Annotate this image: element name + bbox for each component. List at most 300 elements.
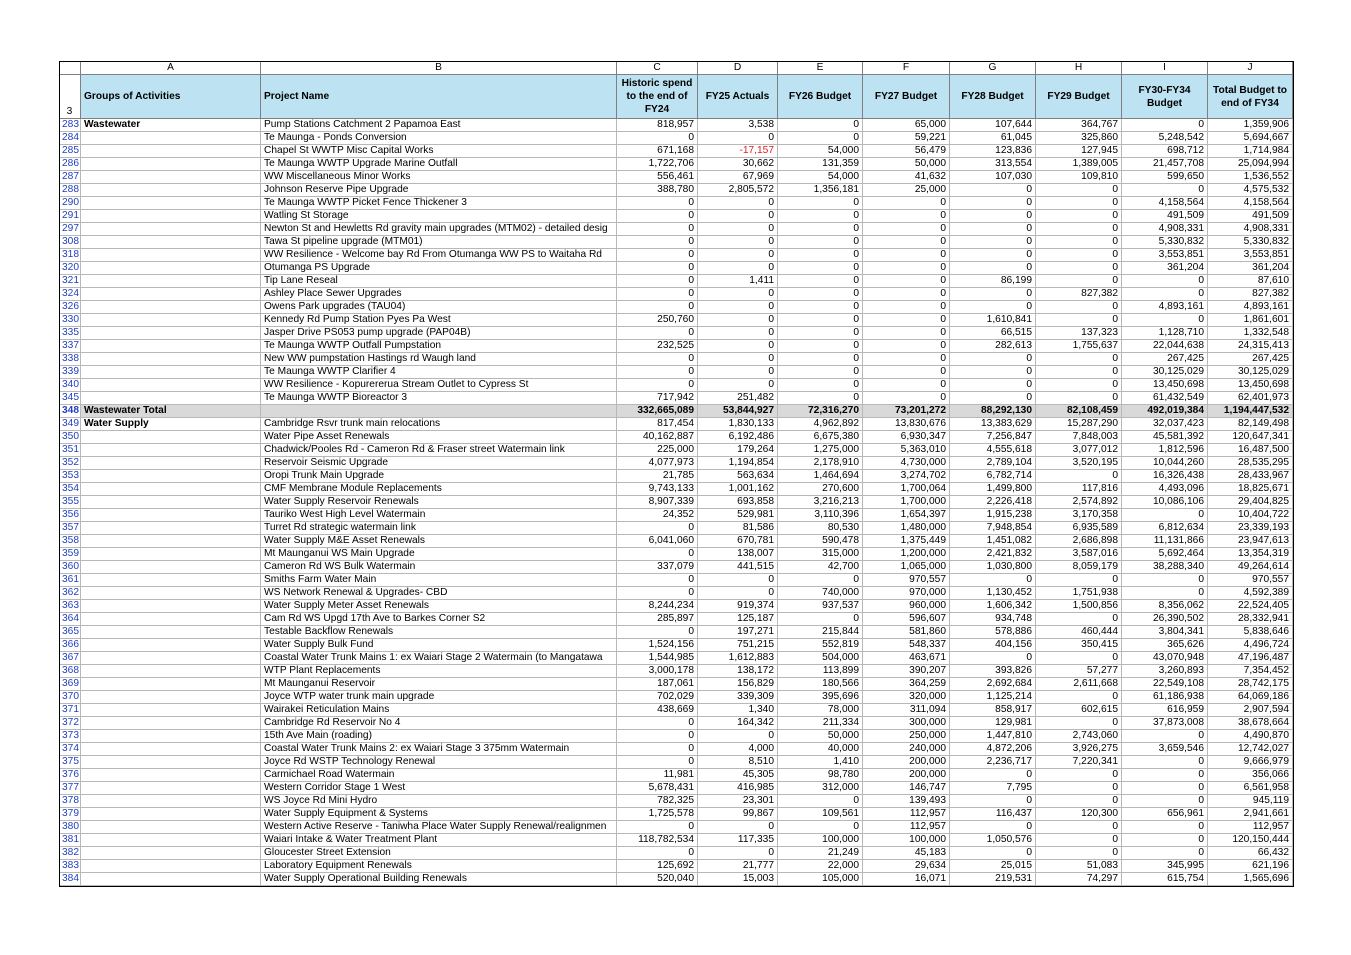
project-name-cell[interactable]: Cambridge Rd Reservoir No 4	[261, 717, 617, 730]
total-cell[interactable]: 7,354,452	[1208, 665, 1293, 678]
fy30-fy34-cell[interactable]: 361,204	[1122, 262, 1208, 275]
fy29-cell[interactable]: 51,083	[1036, 860, 1122, 873]
fy28-cell[interactable]: 393,826	[950, 665, 1036, 678]
historic-cell[interactable]: 0	[617, 821, 698, 834]
historic-cell[interactable]: 556,461	[617, 171, 698, 184]
fy30-fy34-cell[interactable]: 365,626	[1122, 639, 1208, 652]
total-cell[interactable]: 4,496,724	[1208, 639, 1293, 652]
historic-cell[interactable]: 1,524,156	[617, 639, 698, 652]
total-cell[interactable]: 28,332,941	[1208, 613, 1293, 626]
total-cell[interactable]: 66,432	[1208, 847, 1293, 860]
fy29-cell[interactable]: 109,810	[1036, 171, 1122, 184]
fy26-cell[interactable]: 0	[778, 197, 863, 210]
fy25-cell[interactable]: 99,867	[698, 808, 778, 821]
historic-cell[interactable]: 1,722,706	[617, 158, 698, 171]
fy29-cell[interactable]: 350,415	[1036, 639, 1122, 652]
fy27-cell[interactable]: 0	[863, 340, 950, 353]
fy27-cell[interactable]: 0	[863, 288, 950, 301]
fy27-cell[interactable]: 1,200,000	[863, 548, 950, 561]
historic-cell[interactable]: 0	[617, 197, 698, 210]
header-row-number[interactable]: 3	[60, 75, 81, 119]
column-letter-f[interactable]: F	[863, 62, 950, 75]
fy29-cell[interactable]: 0	[1036, 470, 1122, 483]
fy25-cell[interactable]: 0	[698, 249, 778, 262]
row-number[interactable]: 352	[60, 457, 81, 470]
header-fy30-fy34-budget[interactable]: FY30-FY34 Budget	[1122, 75, 1208, 119]
project-name-cell[interactable]: Gloucester Street Extension	[261, 847, 617, 860]
fy30-fy34-cell[interactable]: 6,812,634	[1122, 522, 1208, 535]
fy25-cell[interactable]: 0	[698, 262, 778, 275]
row-number[interactable]: 286	[60, 158, 81, 171]
historic-cell[interactable]: 285,897	[617, 613, 698, 626]
row-number[interactable]: 366	[60, 639, 81, 652]
total-cell[interactable]: 827,382	[1208, 288, 1293, 301]
historic-cell[interactable]: 0	[617, 210, 698, 223]
fy30-fy34-cell[interactable]: 4,908,331	[1122, 223, 1208, 236]
total-cell[interactable]: 38,678,664	[1208, 717, 1293, 730]
group-cell[interactable]	[81, 340, 261, 353]
total-cell[interactable]: 49,264,614	[1208, 561, 1293, 574]
project-name-cell[interactable]: Johnson Reserve Pipe Upgrade	[261, 184, 617, 197]
fy30-fy34-cell[interactable]: 1,812,596	[1122, 444, 1208, 457]
historic-cell[interactable]: 9,743,133	[617, 483, 698, 496]
fy27-cell[interactable]: 320,000	[863, 691, 950, 704]
fy25-cell[interactable]: 670,781	[698, 535, 778, 548]
fy25-cell[interactable]: 21,777	[698, 860, 778, 873]
total-cell[interactable]: 87,610	[1208, 275, 1293, 288]
project-name-cell[interactable]: Testable Backflow Renewals	[261, 626, 617, 639]
fy29-cell[interactable]: 74,297	[1036, 873, 1122, 886]
fy28-cell[interactable]: 0	[950, 379, 1036, 392]
fy26-cell[interactable]: 21,249	[778, 847, 863, 860]
fy26-cell[interactable]: 3,110,396	[778, 509, 863, 522]
fy28-cell[interactable]: 0	[950, 236, 1036, 249]
row-number[interactable]: 339	[60, 366, 81, 379]
fy25-cell[interactable]: 67,969	[698, 171, 778, 184]
fy28-cell[interactable]: 0	[950, 392, 1036, 405]
fy27-cell[interactable]: 59,221	[863, 132, 950, 145]
fy30-fy34-cell[interactable]: 8,356,062	[1122, 600, 1208, 613]
historic-cell[interactable]: 1,725,578	[617, 808, 698, 821]
fy27-cell[interactable]: 240,000	[863, 743, 950, 756]
fy26-cell[interactable]: 0	[778, 288, 863, 301]
fy25-cell[interactable]: 6,192,486	[698, 431, 778, 444]
fy27-cell[interactable]: 1,700,000	[863, 496, 950, 509]
fy26-cell[interactable]: 0	[778, 119, 863, 132]
fy28-cell[interactable]: 107,030	[950, 171, 1036, 184]
historic-cell[interactable]: 671,168	[617, 145, 698, 158]
fy30-fy34-cell[interactable]: 0	[1122, 821, 1208, 834]
group-cell[interactable]	[81, 262, 261, 275]
fy25-cell[interactable]: 416,985	[698, 782, 778, 795]
fy25-cell[interactable]: 0	[698, 314, 778, 327]
header-fy29-budget[interactable]: FY29 Budget	[1036, 75, 1122, 119]
fy30-fy34-cell[interactable]: 0	[1122, 834, 1208, 847]
fy27-cell[interactable]: 0	[863, 249, 950, 262]
historic-cell[interactable]: 11,981	[617, 769, 698, 782]
fy29-cell[interactable]: 3,926,275	[1036, 743, 1122, 756]
fy26-cell[interactable]: 937,537	[778, 600, 863, 613]
fy29-cell[interactable]: 0	[1036, 613, 1122, 626]
group-cell[interactable]	[81, 353, 261, 366]
fy29-cell[interactable]: 0	[1036, 275, 1122, 288]
fy28-cell[interactable]: 66,515	[950, 327, 1036, 340]
row-number[interactable]: 384	[60, 873, 81, 886]
fy29-cell[interactable]: 0	[1036, 210, 1122, 223]
fy26-cell[interactable]: 0	[778, 366, 863, 379]
fy27-cell[interactable]: 300,000	[863, 717, 950, 730]
fy26-cell[interactable]: 50,000	[778, 730, 863, 743]
fy29-cell[interactable]: 0	[1036, 821, 1122, 834]
row-number[interactable]: 288	[60, 184, 81, 197]
group-cell[interactable]	[81, 795, 261, 808]
fy29-cell[interactable]: 15,287,290	[1036, 418, 1122, 431]
fy29-cell[interactable]: 2,743,060	[1036, 730, 1122, 743]
total-cell[interactable]: 356,066	[1208, 769, 1293, 782]
fy26-cell[interactable]: 0	[778, 392, 863, 405]
project-name-cell[interactable]: Reservoir Seismic Upgrade	[261, 457, 617, 470]
project-name-cell[interactable]: Cam Rd WS Upgd 17th Ave to Barkes Corner S2	[261, 613, 617, 626]
fy28-cell[interactable]: 0	[950, 210, 1036, 223]
historic-cell[interactable]: 232,525	[617, 340, 698, 353]
fy28-cell[interactable]: 4,555,618	[950, 444, 1036, 457]
fy28-cell[interactable]: 116,437	[950, 808, 1036, 821]
fy28-cell[interactable]: 25,015	[950, 860, 1036, 873]
row-number[interactable]: 355	[60, 496, 81, 509]
fy29-cell[interactable]: 0	[1036, 769, 1122, 782]
fy29-cell[interactable]: 0	[1036, 197, 1122, 210]
row-number[interactable]: 324	[60, 288, 81, 301]
historic-cell[interactable]: 0	[617, 275, 698, 288]
row-number[interactable]: 297	[60, 223, 81, 236]
project-name-cell[interactable]: Te Maunga WWTP Picket Fence Thickener 3	[261, 197, 617, 210]
fy27-cell[interactable]: 1,480,000	[863, 522, 950, 535]
project-name-cell[interactable]: WW Resilience - Welcome bay Rd From Otumanga WW PS to Waitaha Rd	[261, 249, 617, 262]
row-number[interactable]: 369	[60, 678, 81, 691]
fy25-cell[interactable]: 0	[698, 353, 778, 366]
total-cell[interactable]: 13,354,319	[1208, 548, 1293, 561]
row-number[interactable]: 349	[60, 418, 81, 431]
fy29-cell[interactable]: 1,755,637	[1036, 340, 1122, 353]
fy28-cell[interactable]: 0	[950, 262, 1036, 275]
group-cell[interactable]	[81, 691, 261, 704]
fy27-cell[interactable]: 200,000	[863, 756, 950, 769]
fy28-cell[interactable]: 123,836	[950, 145, 1036, 158]
group-cell[interactable]	[81, 327, 261, 340]
total-cell[interactable]: 9,666,979	[1208, 756, 1293, 769]
fy25-cell[interactable]: 0	[698, 132, 778, 145]
fy30-fy34-cell[interactable]: 0	[1122, 184, 1208, 197]
fy29-cell[interactable]: 117,816	[1036, 483, 1122, 496]
project-name-cell[interactable]: Te Maunga WWTP Clarifier 4	[261, 366, 617, 379]
fy28-cell[interactable]: 313,554	[950, 158, 1036, 171]
fy26-cell[interactable]: 54,000	[778, 145, 863, 158]
historic-cell[interactable]: 0	[617, 366, 698, 379]
column-letter-h[interactable]: H	[1036, 62, 1122, 75]
fy27-cell[interactable]: 1,654,397	[863, 509, 950, 522]
fy28-cell[interactable]: 2,421,832	[950, 548, 1036, 561]
fy30-fy34-cell[interactable]: 43,070,948	[1122, 652, 1208, 665]
group-cell[interactable]	[81, 171, 261, 184]
fy26-cell[interactable]: 0	[778, 249, 863, 262]
fy29-cell[interactable]: 460,444	[1036, 626, 1122, 639]
row-number[interactable]: 367	[60, 652, 81, 665]
group-cell[interactable]	[81, 496, 261, 509]
fy29-cell[interactable]: 7,848,003	[1036, 431, 1122, 444]
project-name-cell[interactable]: Water Supply Meter Asset Renewals	[261, 600, 617, 613]
historic-cell[interactable]: 0	[617, 249, 698, 262]
total-cell[interactable]: 30,125,029	[1208, 366, 1293, 379]
fy27-cell[interactable]: 0	[863, 379, 950, 392]
historic-cell[interactable]: 24,352	[617, 509, 698, 522]
project-name-cell[interactable]: Oropi Trunk Main Upgrade	[261, 470, 617, 483]
historic-cell[interactable]: 0	[617, 288, 698, 301]
fy29-cell[interactable]: 0	[1036, 353, 1122, 366]
historic-cell[interactable]: 0	[617, 353, 698, 366]
row-number[interactable]: 340	[60, 379, 81, 392]
project-name-cell[interactable]: Owens Park upgrades (TAU04)	[261, 301, 617, 314]
fy29-cell[interactable]: 8,059,179	[1036, 561, 1122, 574]
fy26-cell[interactable]: 22,000	[778, 860, 863, 873]
group-cell[interactable]	[81, 392, 261, 405]
fy27-cell[interactable]: 45,183	[863, 847, 950, 860]
fy29-cell[interactable]: 0	[1036, 301, 1122, 314]
column-letter-b[interactable]: B	[261, 62, 617, 75]
fy26-cell[interactable]: 0	[778, 613, 863, 626]
row-number[interactable]: 370	[60, 691, 81, 704]
project-name-cell[interactable]: Western Corridor Stage 1 West	[261, 782, 617, 795]
historic-cell[interactable]: 0	[617, 132, 698, 145]
fy27-cell[interactable]: 65,000	[863, 119, 950, 132]
fy27-cell[interactable]: 100,000	[863, 834, 950, 847]
historic-cell[interactable]: 1,544,985	[617, 652, 698, 665]
fy26-cell[interactable]: 0	[778, 275, 863, 288]
total-cell[interactable]: 621,196	[1208, 860, 1293, 873]
fy26-cell[interactable]: 180,566	[778, 678, 863, 691]
project-name-cell[interactable]: Cambridge Rsvr trunk main relocations	[261, 418, 617, 431]
fy29-cell[interactable]: 2,611,668	[1036, 678, 1122, 691]
group-cell[interactable]	[81, 301, 261, 314]
group-cell[interactable]	[81, 821, 261, 834]
historic-cell[interactable]: 0	[617, 574, 698, 587]
fy30-fy34-cell[interactable]: 5,248,542	[1122, 132, 1208, 145]
total-cell[interactable]: 2,907,594	[1208, 704, 1293, 717]
fy30-fy34-cell[interactable]: 3,260,893	[1122, 665, 1208, 678]
project-name-cell[interactable]: CMF Membrane Module Replacements	[261, 483, 617, 496]
fy26-cell[interactable]: 113,899	[778, 665, 863, 678]
total-cell[interactable]: 120,647,341	[1208, 431, 1293, 444]
group-cell[interactable]	[81, 132, 261, 145]
fy30-fy34-cell[interactable]: 491,509	[1122, 210, 1208, 223]
historic-cell[interactable]: 0	[617, 223, 698, 236]
fy25-cell[interactable]: 45,305	[698, 769, 778, 782]
fy30-fy34-cell[interactable]: 61,432,549	[1122, 392, 1208, 405]
fy25-cell[interactable]: 23,301	[698, 795, 778, 808]
group-cell[interactable]	[81, 652, 261, 665]
fy27-cell[interactable]: 0	[863, 223, 950, 236]
historic-cell[interactable]: 702,029	[617, 691, 698, 704]
fy25-cell[interactable]: 138,007	[698, 548, 778, 561]
fy30-fy34-cell[interactable]: 0	[1122, 795, 1208, 808]
fy27-cell[interactable]: 0	[863, 275, 950, 288]
historic-cell[interactable]: 125,692	[617, 860, 698, 873]
project-name-cell[interactable]: Pump Stations Catchment 2 Papamoa East	[261, 119, 617, 132]
fy25-cell[interactable]: 15,003	[698, 873, 778, 886]
total-cell[interactable]: 945,119	[1208, 795, 1293, 808]
row-number[interactable]: 321	[60, 275, 81, 288]
total-cell[interactable]: 64,069,186	[1208, 691, 1293, 704]
project-name-cell[interactable]	[261, 405, 617, 418]
fy27-cell[interactable]: 6,930,347	[863, 431, 950, 444]
fy29-cell[interactable]: 0	[1036, 691, 1122, 704]
fy25-cell[interactable]: 1,411	[698, 275, 778, 288]
row-number[interactable]: 345	[60, 392, 81, 405]
fy25-cell[interactable]: 0	[698, 223, 778, 236]
fy28-cell[interactable]: 0	[950, 769, 1036, 782]
fy29-cell[interactable]: 0	[1036, 236, 1122, 249]
group-cell[interactable]	[81, 184, 261, 197]
fy29-cell[interactable]: 127,945	[1036, 145, 1122, 158]
total-cell[interactable]: 29,404,825	[1208, 496, 1293, 509]
fy26-cell[interactable]: 78,000	[778, 704, 863, 717]
group-cell[interactable]	[81, 249, 261, 262]
fy25-cell[interactable]: 251,482	[698, 392, 778, 405]
project-name-cell[interactable]: New WW pumpstation Hastings rd Waugh land	[261, 353, 617, 366]
fy27-cell[interactable]: 0	[863, 327, 950, 340]
fy30-fy34-cell[interactable]: 11,131,866	[1122, 535, 1208, 548]
fy29-cell[interactable]: 2,686,898	[1036, 535, 1122, 548]
project-name-cell[interactable]: Water Supply Bulk Fund	[261, 639, 617, 652]
fy25-cell[interactable]: 0	[698, 327, 778, 340]
project-name-cell[interactable]: Kennedy Rd Pump Station Pyes Pa West	[261, 314, 617, 327]
fy30-fy34-cell[interactable]: 267,425	[1122, 353, 1208, 366]
project-name-cell[interactable]: WS Network Renewal & Upgrades- CBD	[261, 587, 617, 600]
fy28-cell[interactable]: 1,499,800	[950, 483, 1036, 496]
row-number[interactable]: 359	[60, 548, 81, 561]
group-cell[interactable]	[81, 626, 261, 639]
fy25-cell[interactable]: 0	[698, 379, 778, 392]
fy30-fy34-cell[interactable]: 45,581,392	[1122, 431, 1208, 444]
fy27-cell[interactable]: 73,201,272	[863, 405, 950, 418]
row-number[interactable]: 368	[60, 665, 81, 678]
fy25-cell[interactable]: 3,538	[698, 119, 778, 132]
header-fy27-budget[interactable]: FY27 Budget	[863, 75, 950, 119]
fy28-cell[interactable]: 1,125,214	[950, 691, 1036, 704]
fy27-cell[interactable]: 311,094	[863, 704, 950, 717]
total-cell[interactable]: 13,450,698	[1208, 379, 1293, 392]
fy26-cell[interactable]: 0	[778, 327, 863, 340]
fy27-cell[interactable]: 364,259	[863, 678, 950, 691]
fy30-fy34-cell[interactable]: 3,804,341	[1122, 626, 1208, 639]
total-cell[interactable]: 120,150,444	[1208, 834, 1293, 847]
fy25-cell[interactable]: 0	[698, 236, 778, 249]
group-cell[interactable]	[81, 743, 261, 756]
total-cell[interactable]: 12,742,027	[1208, 743, 1293, 756]
fy27-cell[interactable]: 0	[863, 353, 950, 366]
fy25-cell[interactable]: 8,510	[698, 756, 778, 769]
total-cell[interactable]: 5,330,832	[1208, 236, 1293, 249]
total-cell[interactable]: 25,094,994	[1208, 158, 1293, 171]
fy29-cell[interactable]: 364,767	[1036, 119, 1122, 132]
row-number[interactable]: 378	[60, 795, 81, 808]
fy30-fy34-cell[interactable]: 698,712	[1122, 145, 1208, 158]
fy25-cell[interactable]: 0	[698, 210, 778, 223]
column-letter-d[interactable]: D	[698, 62, 778, 75]
total-cell[interactable]: 22,524,405	[1208, 600, 1293, 613]
fy30-fy34-cell[interactable]: 0	[1122, 769, 1208, 782]
fy26-cell[interactable]: 1,464,694	[778, 470, 863, 483]
fy26-cell[interactable]: 0	[778, 379, 863, 392]
fy26-cell[interactable]: 395,696	[778, 691, 863, 704]
fy28-cell[interactable]: 934,748	[950, 613, 1036, 626]
fy29-cell[interactable]: 1,500,856	[1036, 600, 1122, 613]
total-cell[interactable]: 4,908,331	[1208, 223, 1293, 236]
total-cell[interactable]: 1,359,906	[1208, 119, 1293, 132]
column-letter-j[interactable]: J	[1208, 62, 1293, 75]
total-cell[interactable]: 47,196,487	[1208, 652, 1293, 665]
row-number[interactable]: 358	[60, 535, 81, 548]
fy28-cell[interactable]: 129,981	[950, 717, 1036, 730]
fy30-fy34-cell[interactable]: 21,457,708	[1122, 158, 1208, 171]
historic-cell[interactable]: 0	[617, 548, 698, 561]
total-cell[interactable]: 112,957	[1208, 821, 1293, 834]
fy26-cell[interactable]: 315,000	[778, 548, 863, 561]
fy30-fy34-cell[interactable]: 0	[1122, 275, 1208, 288]
group-cell[interactable]	[81, 444, 261, 457]
project-name-cell[interactable]: Water Supply Reservoir Renewals	[261, 496, 617, 509]
historic-cell[interactable]: 0	[617, 717, 698, 730]
project-name-cell[interactable]: Carmichael Road Watermain	[261, 769, 617, 782]
fy25-cell[interactable]: 0	[698, 574, 778, 587]
fy29-cell[interactable]: 0	[1036, 392, 1122, 405]
historic-cell[interactable]: 0	[617, 756, 698, 769]
fy27-cell[interactable]: 5,363,010	[863, 444, 950, 457]
fy28-cell[interactable]: 88,292,130	[950, 405, 1036, 418]
row-number[interactable]: 375	[60, 756, 81, 769]
fy27-cell[interactable]: 139,493	[863, 795, 950, 808]
fy28-cell[interactable]: 7,256,847	[950, 431, 1036, 444]
project-name-cell[interactable]: Tawa St pipeline upgrade (MTM01)	[261, 236, 617, 249]
fy27-cell[interactable]: 581,860	[863, 626, 950, 639]
fy25-cell[interactable]: 0	[698, 366, 778, 379]
total-cell[interactable]: 1,194,447,532	[1208, 405, 1293, 418]
fy26-cell[interactable]: 740,000	[778, 587, 863, 600]
fy26-cell[interactable]: 504,000	[778, 652, 863, 665]
fy27-cell[interactable]: 970,557	[863, 574, 950, 587]
fy27-cell[interactable]: 0	[863, 314, 950, 327]
group-cell[interactable]	[81, 717, 261, 730]
fy25-cell[interactable]: 0	[698, 587, 778, 600]
fy30-fy34-cell[interactable]: 0	[1122, 574, 1208, 587]
group-cell[interactable]	[81, 457, 261, 470]
fy28-cell[interactable]: 578,886	[950, 626, 1036, 639]
row-number[interactable]: 374	[60, 743, 81, 756]
fy28-cell[interactable]: 107,644	[950, 119, 1036, 132]
group-cell[interactable]	[81, 769, 261, 782]
total-cell[interactable]: 1,332,548	[1208, 327, 1293, 340]
fy30-fy34-cell[interactable]: 37,873,008	[1122, 717, 1208, 730]
fy28-cell[interactable]: 0	[950, 249, 1036, 262]
group-cell[interactable]	[81, 704, 261, 717]
project-name-cell[interactable]: Tauriko West High Level Watermain	[261, 509, 617, 522]
fy27-cell[interactable]: 29,634	[863, 860, 950, 873]
fy27-cell[interactable]: 200,000	[863, 769, 950, 782]
fy26-cell[interactable]: 72,316,270	[778, 405, 863, 418]
fy30-fy34-cell[interactable]: 0	[1122, 288, 1208, 301]
fy30-fy34-cell[interactable]: 61,186,938	[1122, 691, 1208, 704]
fy27-cell[interactable]: 0	[863, 301, 950, 314]
fy30-fy34-cell[interactable]: 0	[1122, 847, 1208, 860]
